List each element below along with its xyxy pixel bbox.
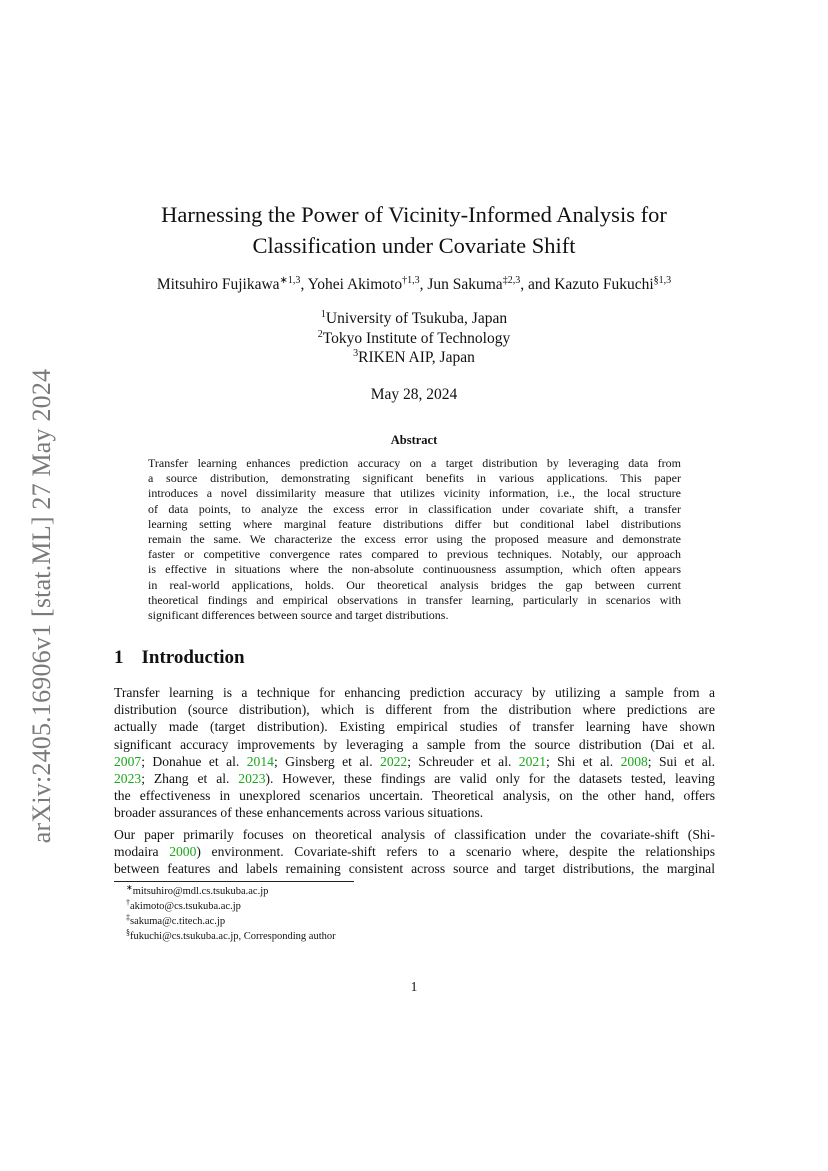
footnote bbox=[126, 914, 336, 929]
text-run: ; Donahue et al. bbox=[141, 753, 247, 769]
citation-link[interactable]: 2014 bbox=[246, 753, 274, 769]
paragraph-line bbox=[114, 753, 715, 770]
paragraph-line: broader assurances of these enhancements across various situations. bbox=[114, 805, 484, 821]
abstract-line: in real-world applications, holds. Our theoretical analysis bridges the gap between current bbox=[148, 577, 681, 592]
footnote bbox=[126, 899, 336, 914]
abstract-line: introduces a novel dissimilarity measure that utilizes vicinity information, i.e., the local structure bbox=[148, 486, 681, 501]
footnote-text: fukuchi@cs.tsukuba.ac.jp, Corresponding author bbox=[130, 931, 336, 942]
footnote-mark: § bbox=[126, 928, 130, 937]
affiliation bbox=[0, 329, 828, 349]
abstract-line: theoretical findings and empirical observations in transfer learning, particularly in scenarios with bbox=[148, 592, 681, 607]
citation-link[interactable]: 2023 bbox=[238, 771, 266, 787]
author-marks: §1,3 bbox=[653, 275, 672, 286]
citation-link[interactable]: 2023 bbox=[114, 771, 142, 787]
affiliation-number: 2 bbox=[317, 328, 323, 340]
page-number: 1 bbox=[410, 979, 418, 994]
author-name: Kazuto Fukuchi bbox=[554, 276, 654, 293]
abstract-line: a source distribution, demonstrating significant benefits in various applications. This paper bbox=[148, 471, 681, 486]
abstract-line: of data points, to analyze the excess error in classification under covariate shift, a transfer bbox=[148, 501, 681, 516]
footnotes bbox=[126, 884, 336, 944]
abstract-line: remain the same. We characterize the excess error using the proposed measure and demonstrate bbox=[148, 532, 681, 547]
abstract-line: faster or competitive convergence rates compared to previous techniques. Notably, our approach bbox=[148, 547, 681, 562]
text-run: ; Shi et al. bbox=[545, 753, 621, 769]
section-title: Introduction bbox=[141, 647, 245, 668]
citation-link[interactable]: 2008 bbox=[620, 753, 648, 769]
footnote-text: mitsuhiro@mdl.cs.tsukuba.ac.jp bbox=[132, 886, 269, 897]
text-run: ; Zhang et al. bbox=[141, 771, 239, 787]
citation-link[interactable]: 2000 bbox=[169, 844, 197, 860]
paragraph-line: Transfer learning is a technique for enhancing prediction accuracy by utilizing a sample from a bbox=[114, 685, 715, 700]
paragraph-line bbox=[114, 770, 715, 787]
paragraph-line: Our paper primarily focuses on theoretical analysis of classification under the covariate-shift (Shi- bbox=[114, 827, 715, 842]
author-separator: , bbox=[419, 276, 428, 293]
footnote-mark: ∗ bbox=[126, 883, 133, 892]
intro-paragraph-2 bbox=[114, 826, 715, 878]
paragraph-line: significant accuracy improvements by leveraging a sample from the source distribution (Dai et al. bbox=[114, 736, 715, 752]
abstract-line: is effective in situations where the non-absolute continuousness assumption, which often appears bbox=[148, 562, 681, 577]
paragraph-line: the effectiveness in unexplored scenarios uncertain. Theoretical analysis, on the other hand, offers bbox=[114, 788, 715, 804]
citation-link[interactable]: 2022 bbox=[380, 753, 408, 769]
affiliation-name: Tokyo Institute of Technology bbox=[322, 329, 511, 347]
author-name: Mitsuhiro Fujikawa bbox=[156, 276, 280, 293]
author-name: Jun Sakuma bbox=[427, 276, 503, 293]
paragraph-line: actually made (target distribution). Existing empirical studies of transfer learning have shown bbox=[114, 719, 715, 735]
footnote bbox=[126, 929, 336, 944]
affiliation bbox=[0, 309, 828, 329]
text-run: ; Schreuder et al. bbox=[407, 753, 519, 769]
abstract-heading: Abstract bbox=[390, 433, 438, 447]
arxiv-identifier: arXiv:2405.16906v1 [stat.ML] 27 May 2024 bbox=[27, 368, 56, 844]
paper-date: May 28, 2024 bbox=[370, 386, 458, 403]
text-run: ; Ginsberg et al. bbox=[273, 753, 381, 769]
abstract-line: significant differences between source and target distributions. bbox=[148, 608, 449, 623]
author-name: Yohei Akimoto bbox=[307, 276, 403, 293]
author-list bbox=[0, 274, 828, 296]
author-marks: ‡2,3 bbox=[502, 275, 521, 286]
footnote-text: akimoto@cs.tsukuba.ac.jp bbox=[130, 901, 241, 912]
citation-link[interactable]: 2021 bbox=[518, 753, 546, 769]
abstract-line: learning setting where marginal feature distributions differ but conditional label distributions bbox=[148, 516, 681, 531]
affiliation-number: 1 bbox=[320, 309, 326, 320]
abstract-body bbox=[148, 456, 681, 623]
paragraph-line: between features and labels remaining consistent across source and target distributions, the marginal bbox=[114, 861, 715, 877]
footnote-rule bbox=[114, 881, 354, 882]
title-line-1: Harnessing the Power of Vicinity-Informed Analysis for bbox=[161, 202, 667, 227]
text-run: ). However, these findings are valid only for the datasets tested, leaving bbox=[265, 771, 715, 787]
footnote-mark: ‡ bbox=[126, 913, 130, 922]
author-separator: , bbox=[300, 276, 308, 293]
author-marks: ∗1,3 bbox=[279, 275, 301, 286]
affiliation-name: RIKEN AIP, Japan bbox=[358, 349, 475, 366]
affiliation-name: University of Tsukuba, Japan bbox=[325, 310, 508, 327]
section-heading bbox=[114, 647, 245, 669]
paragraph-line bbox=[114, 843, 715, 860]
author-separator: , and bbox=[520, 276, 555, 293]
paper-title bbox=[0, 199, 828, 261]
author-marks: †1,3 bbox=[402, 275, 420, 286]
section-number: 1 bbox=[114, 647, 124, 668]
abstract-line: Transfer learning enhances prediction accuracy on a target distribution by leveraging data from bbox=[148, 456, 681, 470]
affiliation-number: 3 bbox=[353, 348, 359, 359]
affiliation bbox=[0, 348, 828, 368]
title-line-2: Classification under Covariate Shift bbox=[252, 233, 576, 258]
text-run: ) environment. Covariate-shift refers to a scenario where, despite the relationships bbox=[196, 844, 716, 860]
citation-link[interactable]: 2007 bbox=[114, 753, 142, 769]
footnote-mark: † bbox=[126, 898, 130, 907]
paragraph-line: distribution (source distribution), which is different from the distribution where predictions are bbox=[114, 702, 715, 718]
affiliations bbox=[0, 309, 828, 368]
text-run: modaira bbox=[114, 844, 170, 860]
text-run: ; Sui et al. bbox=[647, 753, 715, 769]
intro-paragraph-1 bbox=[114, 684, 715, 822]
footnote-text: sakuma@c.titech.ac.jp bbox=[130, 916, 226, 927]
footnote bbox=[126, 884, 336, 899]
